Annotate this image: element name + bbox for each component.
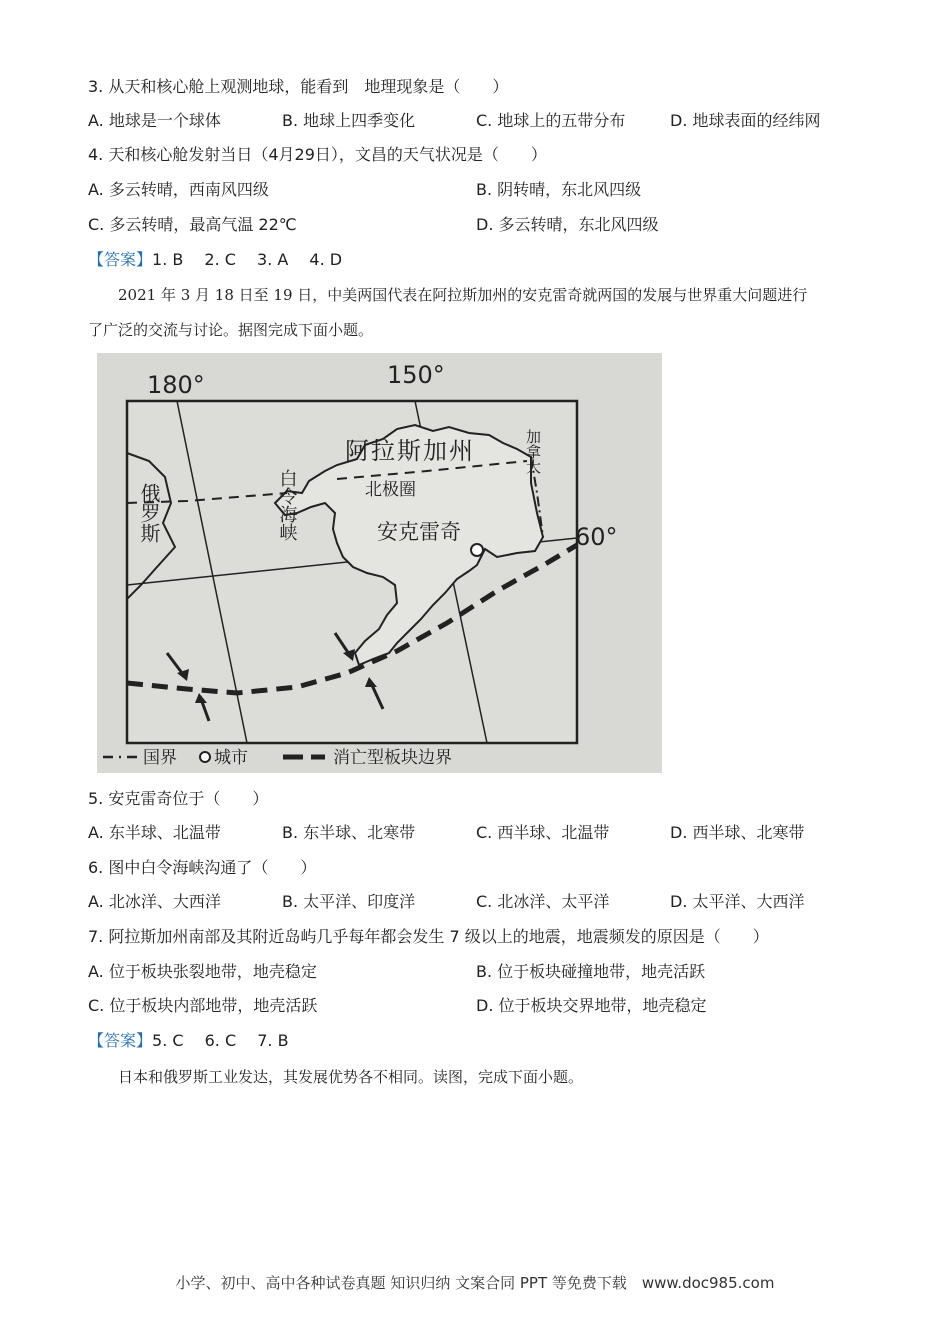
- question-7-option-b: B. 位于板块碰撞地带，地壳活跃: [476, 962, 706, 981]
- question-6-option-d: D. 太平洋、大西洋: [670, 892, 805, 911]
- question-5-option-b: B. 东半球、北寒带: [282, 823, 416, 842]
- question-4-option-a: A. 多云转晴，西南风四级: [88, 180, 269, 199]
- answer-tag: 【答案】: [88, 1031, 153, 1050]
- question-5-option-d: D. 西半球、北寒带: [670, 823, 805, 842]
- question-4-option-b: B. 阴转晴，东北风四级: [476, 180, 642, 199]
- question-5-option-c: C. 西半球、北温带: [476, 823, 610, 842]
- answer-block-2: [88, 1030, 289, 1052]
- question-6-option-a: A. 北冰洋、大西洋: [88, 892, 221, 911]
- legend-boundary-label: 消亡型板块边界: [333, 748, 452, 768]
- question-6-option-c: C. 北冰洋、太平洋: [476, 892, 610, 911]
- question-3-option-b: B. 地球上四季变化: [282, 111, 416, 130]
- question-7-stem: 7. 阿拉斯加州南部及其附近岛屿几乎每年都会发生 7 级以上的地震，地震频发的原因是（ ）: [88, 927, 769, 946]
- question-5-option-a: A. 东半球、北温带: [88, 823, 221, 842]
- question-3-stem: 3. 从天和核心舱上观测地球，能看到 地理现象是（ ）: [88, 77, 509, 96]
- label-lon-180: 180°: [147, 371, 205, 399]
- question-4-option-c: C. 多云转晴，最高气温 22℃: [88, 215, 297, 234]
- page-footer: 小学、初中、高中各种试卷真题 知识归纳 文案合同 PPT 等免费下载 www.doc985.com: [175, 1274, 775, 1292]
- intro-paragraph-line-1: 2021 年 3 月 18 日至 19 日，中美两国代表在阿拉斯加州的安克雷奇就两国的发展与世界重大问题进行: [118, 286, 808, 304]
- answer-text: 1. B 2. C 3. A 4. D: [152, 250, 343, 269]
- answer-tag: 【答案】: [88, 250, 153, 269]
- answer-text: 5. C 6. C 7. B: [152, 1031, 289, 1050]
- question-6-option-b: B. 太平洋、印度洋: [282, 892, 416, 911]
- label-lat-60: 60°: [575, 523, 618, 551]
- legend-border-label: 国界: [143, 748, 177, 768]
- question-6-stem: 6. 图中白令海峡沟通了（ ）: [88, 858, 317, 877]
- question-3-option-a: A. 地球是一个球体: [88, 111, 221, 130]
- question-4-stem: 4. 天和核心舱发射当日（4月29日），文昌的天气状况是（ ）: [88, 145, 547, 164]
- alaska-map-figure: [97, 353, 662, 773]
- anchorage-city-marker: [471, 544, 483, 556]
- intro-paragraph-line-2: 了广泛的交流与讨论。据图完成下面小题。: [88, 321, 374, 339]
- label-alaska: 阿拉斯加州: [345, 437, 475, 465]
- question-5-stem: 5. 安克雷奇位于（ ）: [88, 789, 269, 808]
- question-3-option-c: C. 地球上的五带分布: [476, 111, 626, 130]
- question-7-option-c: C. 位于板块内部地带，地壳活跃: [88, 996, 318, 1015]
- question-4-option-d: D. 多云转晴，东北风四级: [476, 215, 659, 234]
- label-arctic-circle: 北极圈: [365, 480, 416, 500]
- answer-block-1: [88, 249, 342, 271]
- label-russia: 俄罗斯: [137, 483, 161, 543]
- question-7-option-a: A. 位于板块张裂地带，地壳稳定: [88, 962, 317, 981]
- question-7-option-d: D. 位于板块交界地带，地壳稳定: [476, 996, 707, 1015]
- legend-city-label: 城市: [214, 748, 248, 768]
- label-bering-strait: 白令海峡: [276, 469, 298, 541]
- label-lon-150: 150°: [387, 361, 445, 389]
- label-anchorage: 安克雷奇: [377, 520, 461, 544]
- label-canada: 加拿大: [524, 429, 542, 474]
- intro-paragraph-2: 日本和俄罗斯工业发达，其发展优势各不相同。读图，完成下面小题。: [118, 1068, 584, 1086]
- question-3-option-d: D. 地球表面的经纬网: [670, 111, 821, 130]
